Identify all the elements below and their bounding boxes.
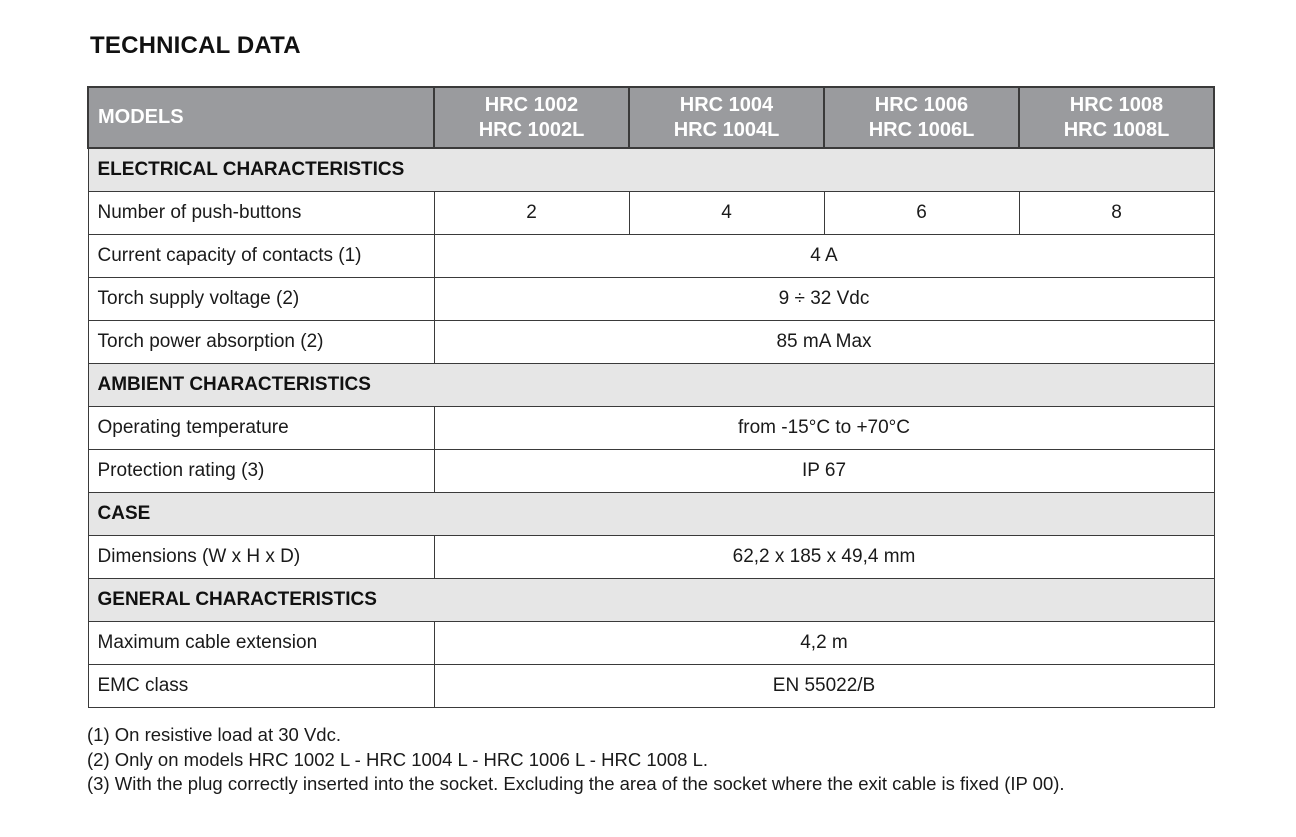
section-title: AMBIENT CHARACTERISTICS <box>88 364 1214 407</box>
row-label: Maximum cable extension <box>88 622 434 665</box>
row-label: EMC class <box>88 665 434 708</box>
row-value: 85 mA Max <box>434 321 1214 364</box>
table-row-protection-rating <box>88 450 1214 493</box>
section-title: GENERAL CHARACTERISTICS <box>88 579 1214 622</box>
table-row-operating-temperature <box>88 407 1214 450</box>
model-name-l: HRC 1002L <box>478 118 585 141</box>
table-row-push-buttons <box>88 192 1214 235</box>
model-name-l: HRC 1004L <box>673 118 780 141</box>
table-row-current-capacity <box>88 235 1214 278</box>
row-label: Dimensions (W x H x D) <box>88 536 434 579</box>
row-value: 2 <box>434 192 629 235</box>
row-value: 62,2 x 185 x 49,4 mm <box>434 536 1214 579</box>
row-label: Protection rating (3) <box>88 450 434 493</box>
model-header-hrc-1002 <box>434 87 629 148</box>
table-row-emc-class <box>88 665 1214 708</box>
row-value: IP 67 <box>434 450 1214 493</box>
row-value: 4 <box>629 192 824 235</box>
table-row-dimensions <box>88 536 1214 579</box>
technical-data-table <box>87 86 1215 708</box>
row-value: 6 <box>824 192 1019 235</box>
model-name: HRC 1004 <box>679 93 774 116</box>
row-value: 8 <box>1019 192 1214 235</box>
section-title: CASE <box>88 493 1214 536</box>
table-row-supply-voltage <box>88 278 1214 321</box>
model-name-l: HRC 1006L <box>868 118 975 141</box>
row-label: Torch supply voltage (2) <box>88 278 434 321</box>
section-row-ambient <box>88 364 1214 407</box>
model-name: HRC 1006 <box>874 93 969 116</box>
section-row-case <box>88 493 1214 536</box>
table-row-power-absorption <box>88 321 1214 364</box>
row-label: Number of push-buttons <box>88 192 434 235</box>
row-value: from -15°C to +70°C <box>434 407 1214 450</box>
footnote-3: (3) With the plug correctly inserted into the socket. Excluding the area of the socket where the exit cable is fixed (IP 00). <box>87 773 1065 794</box>
row-value: 9 ÷ 32 Vdc <box>434 278 1214 321</box>
section-row-electrical <box>88 148 1214 192</box>
section-row-general <box>88 579 1214 622</box>
row-value: EN 55022/B <box>434 665 1214 708</box>
row-label: Current capacity of contacts (1) <box>88 235 434 278</box>
model-header-hrc-1006 <box>824 87 1019 148</box>
row-value: 4,2 m <box>434 622 1214 665</box>
model-name-l: HRC 1008L <box>1063 118 1170 141</box>
row-value: 4 A <box>434 235 1214 278</box>
page-title: TECHNICAL DATA <box>90 32 301 59</box>
model-header-hrc-1004 <box>629 87 824 148</box>
model-name: HRC 1008 <box>1069 93 1164 116</box>
table-header-row <box>88 87 1214 148</box>
section-title: ELECTRICAL CHARACTERISTICS <box>88 148 1214 192</box>
footnote-2: (2) Only on models HRC 1002 L - HRC 1004 L - HRC 1006 L - HRC 1008 L. <box>87 748 709 770</box>
model-header-hrc-1008 <box>1019 87 1214 148</box>
models-header: MODELS <box>88 87 434 148</box>
footnote-1: (1) On resistive load at 30 Vdc. <box>87 724 341 745</box>
row-label: Torch power absorption (2) <box>88 321 434 364</box>
footnotes <box>87 723 1065 797</box>
table-row-cable-extension <box>88 622 1214 665</box>
row-label: Operating temperature <box>88 407 434 450</box>
model-name: HRC 1002 <box>484 93 579 116</box>
